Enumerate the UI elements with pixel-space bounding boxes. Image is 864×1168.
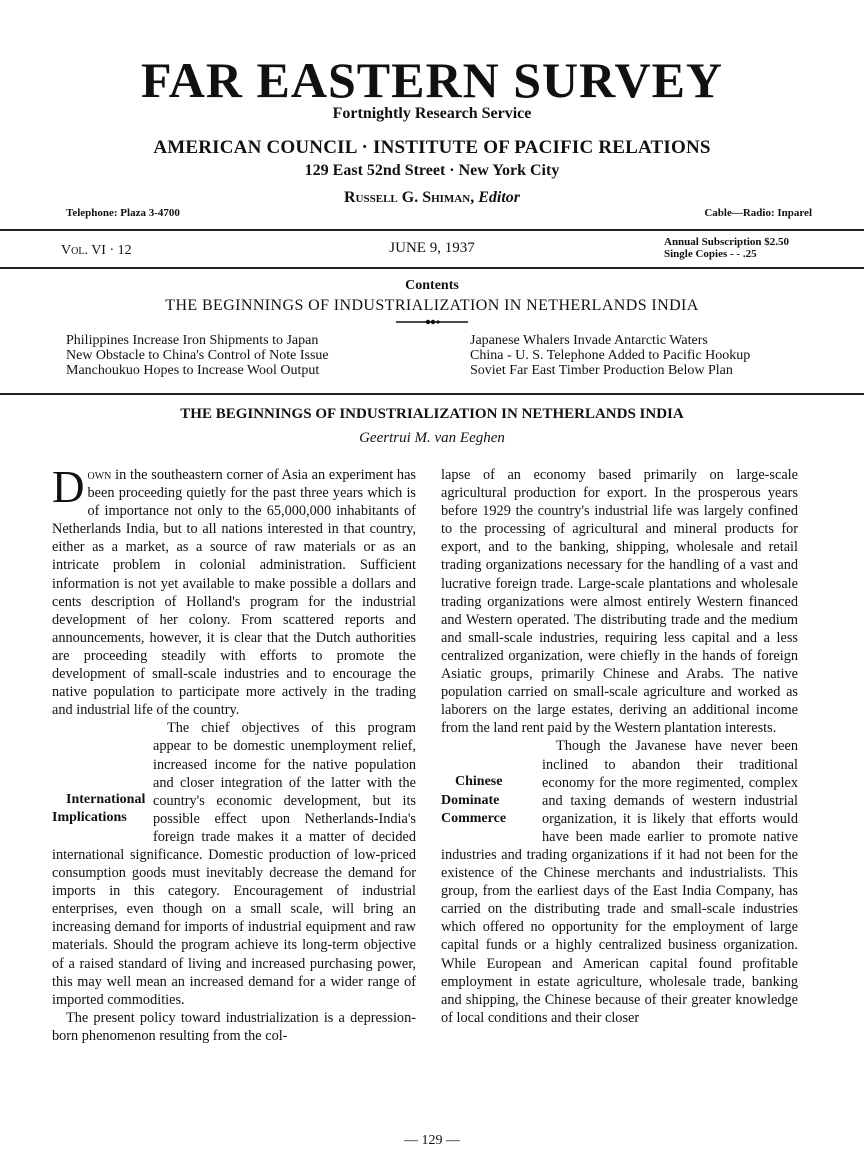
marginal-heading-chinese: Chinese Dominate Commerce [441, 774, 507, 826]
contents-rule [0, 393, 864, 395]
marginal-heading-international: International Implications [52, 792, 146, 826]
contents-item[interactable]: Philippines Increase Iron Shipments to Japan [66, 333, 319, 348]
council-name: AMERICAN COUNCIL · INSTITUTE OF PACIFIC RELATIONS [153, 137, 711, 158]
contents-item[interactable]: Soviet Far East Timber Production Below Plan [470, 363, 733, 378]
article-author: Geertrui M. van Eeghen [359, 430, 505, 446]
contents-item[interactable]: Manchoukuo Hopes to Increase Wool Output [66, 363, 320, 378]
masthead-title: FAR EASTERN SURVEY [140, 52, 724, 108]
issue-date: JUNE 9, 1937 [389, 240, 475, 256]
paragraph-1 [52, 462, 416, 719]
article-column-left [52, 462, 416, 1045]
article-column-right [441, 466, 798, 1027]
header-rule-top [0, 229, 864, 231]
drop-cap: D [52, 462, 85, 512]
contents-label: Contents [405, 278, 459, 293]
paragraph-3: The present policy toward industrialization is a depression-born phenomenon resulting from the col- [52, 1009, 416, 1044]
contents-list-left [66, 333, 329, 378]
editor-role: Editor [478, 189, 520, 206]
ornament-divider [396, 318, 468, 326]
tagline: Fortnightly Research Service [332, 105, 532, 122]
contents-item[interactable]: China - U. S. Telephone Added to Pacific Hookup [470, 348, 751, 363]
paragraph-2-text: The chief objectives of this program appear to be domestic unemployment relief, increased income for the native population and closer integration of the latter with the country's economic development, but its possible effect upon Netherlands-India's foreign trade makes it a matter of decided international significance. Domestic production of low-priced consumption goods must inevitably decrease the demand for imports in this category. Encouragement of industrial enterprises, even though on a small scale, will bring an increasing demand for imports of industrial equipment and raw materials. Should the program achieve its long-term objective of a raised standard of living and increased purchasing power, this may well mean an increased demand for a wider range of imported commodities. [52, 720, 416, 1008]
article-title: THE BEGINNINGS OF INDUSTRIALIZATION IN NETHERLANDS INDIA [180, 406, 684, 422]
header-rule-bottom [0, 267, 864, 269]
subscription-info [664, 236, 789, 260]
contents-item[interactable]: Japanese Whalers Invade Antarctic Waters [470, 333, 708, 348]
subscription-annual: Annual Subscription $2.50 [664, 236, 790, 248]
paragraph-2 [52, 719, 416, 1009]
telephone: Telephone: Plaza 3-4700 [66, 207, 180, 219]
contents-lead-article[interactable]: THE BEGINNINGS OF INDUSTRIALIZATION IN NETHERLANDS INDIA [165, 297, 699, 314]
paragraph-1-text: in the southeastern corner of Asia an experiment has been proceeding quietly for the past three years which is of importance not only to the 65,000,000 inhabitants of Netherlands India, but to all nations interested in that country, either as a market, as a source of raw materials or as an intricate problem in colonial administration. Sufficient information is not yet available to make possible a dollars and cents description of Holland's program for the industrial development of her colony. From scattered reports and announcements, however, it is clear that the Dutch authorities are proceeding steadily with efforts to promote the development of small-scale industries and to encourage the native population to participate more actively in the trading and industrial life of the country. [52, 467, 416, 719]
editor-line [0, 189, 864, 207]
contents-item[interactable]: New Obstacle to China's Control of Note Issue [66, 348, 329, 363]
editor-name: Russell G. Shiman, [344, 189, 475, 206]
address: 129 East 52nd Street · New York City [304, 162, 560, 179]
paragraph-3-continued: lapse of an economy based primarily on large-scale agricultural production for export. In the prosperous years before 1929 the country's industrial life was largely confined to the processing of agricultural and mineral products for export, and to the banking, shipping, wholesale and retail trading organizations necessary for the handling of a vast and lucrative foreign trade. Large-scale plantations and wholesale trading organizations were almost entirely Western financed and Western operated. The distributing trade and the medium and small-scale industries, requiring less capital and a less centralized organization, were chiefly in the hands of foreign Asiatic groups, primarily Chinese and Arabs. The native population carried on small-scale agriculture and worked as laborers on the large estates, deriving an additional income from the land rent paid by the Western plantation interests. [441, 467, 798, 737]
cable-address: Cable—Radio: Inparel [704, 207, 812, 219]
contents-list-right [470, 333, 750, 378]
volume-number: Vol. VI · 12 [61, 243, 132, 258]
subscription-single: Single Copies - - .25 [664, 248, 757, 260]
opening-word: own [87, 467, 112, 483]
paragraph-4-text: Though the Javanese have never been inclined to abandon their traditional economy for the more regimented, complex and taxing demands of western industrial organization, it is likely that efforts would have been made earlier to promote native industries and trading organizations if it had not been for the existence of the Chinese merchants and industrialists. This group, from the earliest days of the East India Company, has carried on the distributing trade and small-scale industries which offered no opportunity for the employment of large capital funds or a highly centralized business organization. While European and American capital found profitable employment in estate agriculture, wholesale trade, banking and shipping, the Chinese because of their greater knowledge of local conditions and their closer [441, 738, 798, 1026]
page-number: — 129 — [404, 1133, 460, 1148]
paragraph-4 [441, 737, 798, 1027]
